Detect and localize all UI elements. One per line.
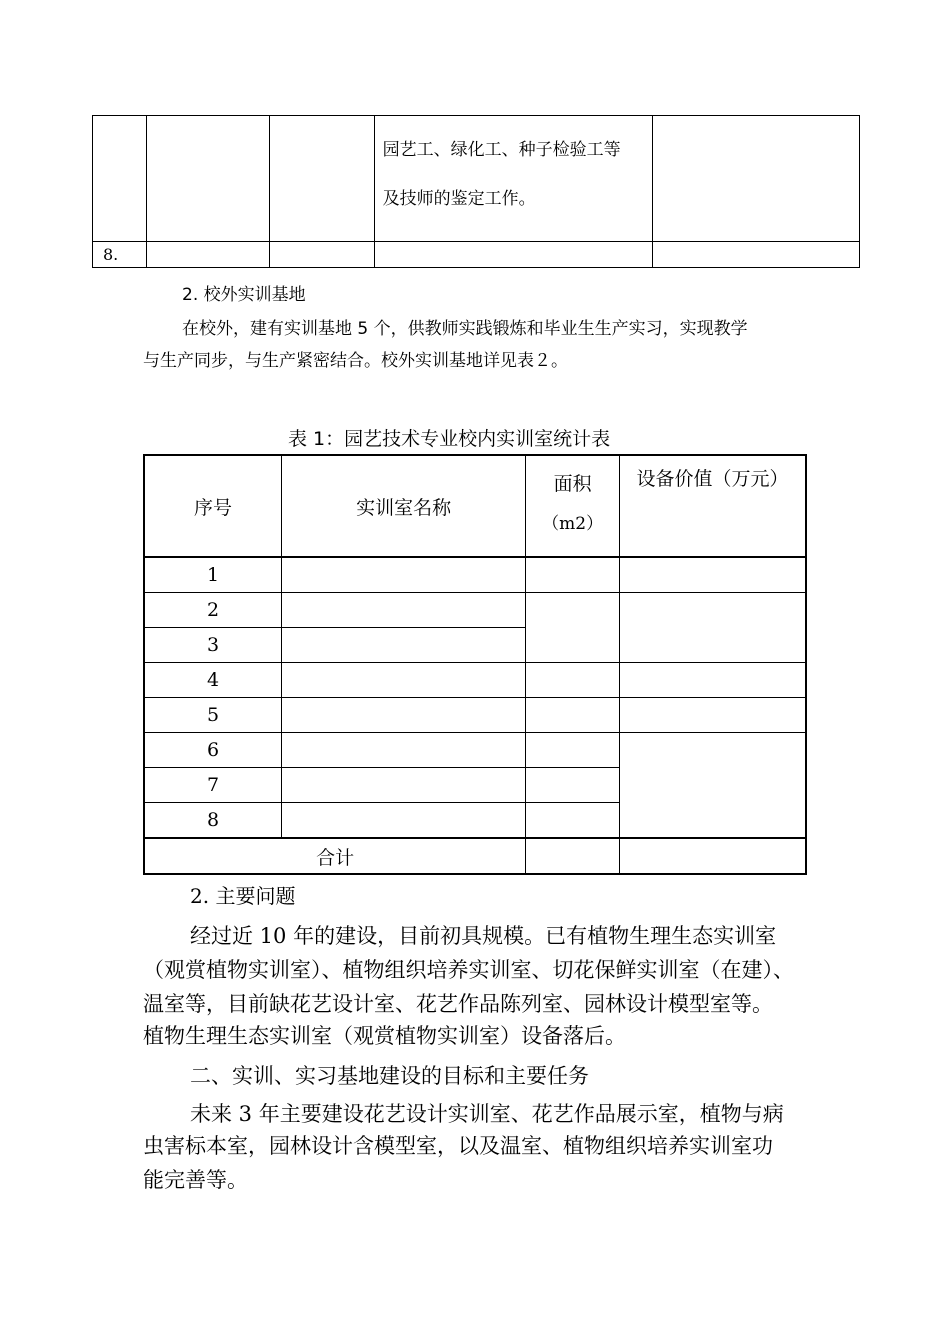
row-seq: 8 bbox=[144, 803, 282, 839]
section-heading-goals: 二、实训、实习基地建设的目标和主要任务 bbox=[190, 1064, 589, 1088]
total-label: 合计 bbox=[144, 838, 526, 874]
table-cell bbox=[282, 628, 526, 663]
problems-line-2: （观赏植物实训室）、植物组织培养实训室、切花保鲜实训室（在建）、 bbox=[143, 958, 794, 982]
table-cell bbox=[526, 698, 620, 733]
table-cell bbox=[282, 768, 526, 803]
table-cell bbox=[282, 803, 526, 839]
table-cell bbox=[282, 663, 526, 698]
table-cell bbox=[526, 557, 620, 593]
table-cell bbox=[146, 242, 269, 268]
table-cell bbox=[620, 733, 806, 839]
training-room-table bbox=[143, 454, 807, 875]
problems-line-1: 经过近 10 年的建设，目前初具规模。已有植物生理生态实训室 bbox=[190, 924, 777, 948]
table-cell bbox=[526, 768, 620, 803]
section-heading-offcampus: 2. 校外实训基地 bbox=[182, 285, 306, 305]
row-number: 8. bbox=[103, 245, 119, 264]
problems-line-3: 温室等，目前缺花艺设计室、花艺作品陈列室、园林设计模型室等。 bbox=[143, 992, 773, 1016]
offcampus-paragraph-line-2: 与生产同步，与生产紧密结合。校外实训基地详见表２。 bbox=[143, 351, 568, 371]
row-seq: 5 bbox=[144, 698, 282, 733]
table-cell bbox=[93, 116, 147, 242]
table-cell bbox=[282, 557, 526, 593]
table-cell bbox=[269, 116, 374, 242]
goals-line-1: 未来 3 年主要建设花艺设计实训室、花艺作品展示室，植物与病 bbox=[190, 1102, 784, 1126]
header-seq: 序号 bbox=[144, 455, 282, 557]
table-cell bbox=[526, 838, 620, 874]
table-cell bbox=[620, 593, 806, 663]
table-caption: 表 1：园艺技术专业校内实训室统计表 bbox=[288, 428, 611, 450]
row-seq: 6 bbox=[144, 733, 282, 768]
continuation-table bbox=[92, 115, 860, 268]
row-seq: 7 bbox=[144, 768, 282, 803]
table-cell bbox=[526, 803, 620, 839]
table-cell bbox=[282, 593, 526, 628]
table-cell bbox=[526, 663, 620, 698]
problems-line-4: 植物生理生态实训室（观赏植物实训室）设备落后。 bbox=[143, 1024, 626, 1048]
table-cell bbox=[620, 557, 806, 593]
header-room-name: 实训室名称 bbox=[282, 455, 526, 557]
row-number-cell bbox=[93, 242, 147, 268]
row-seq: 1 bbox=[144, 557, 282, 593]
header-area bbox=[526, 455, 620, 557]
header-area-unit: （m2） bbox=[542, 514, 604, 534]
table-cell bbox=[620, 838, 806, 874]
table-cell bbox=[269, 242, 374, 268]
header-area-label: 面积 bbox=[553, 473, 592, 495]
table-cell bbox=[526, 593, 620, 663]
goals-line-3: 能完善等。 bbox=[143, 1168, 248, 1192]
table-cell bbox=[653, 116, 860, 242]
table-cell bbox=[282, 733, 526, 768]
table-cell-duties bbox=[374, 116, 653, 242]
row-seq: 3 bbox=[144, 628, 282, 663]
table-cell bbox=[620, 663, 806, 698]
offcampus-paragraph-line-1: 在校外，建有实训基地 5 个，供教师实践锻炼和毕业生生产实习，实现教学 bbox=[182, 319, 748, 339]
table-cell bbox=[526, 733, 620, 768]
row-seq: 4 bbox=[144, 663, 282, 698]
table-cell bbox=[146, 116, 269, 242]
table-cell bbox=[282, 698, 526, 733]
section-heading-problems: 2. 主要问题 bbox=[190, 884, 296, 908]
header-equipment-value-label: 设备价值（万元） bbox=[636, 468, 789, 490]
table-cell bbox=[374, 242, 653, 268]
header-equipment-value bbox=[620, 455, 806, 557]
goals-line-2: 虫害标本室，园林设计含模型室，以及温室、植物组织培养实训室功 bbox=[143, 1134, 773, 1158]
duties-line-2: 及技师的鉴定工作。 bbox=[382, 189, 536, 209]
table-cell bbox=[620, 698, 806, 733]
duties-line-1: 园艺工、绿化工、种子检验工等 bbox=[382, 140, 621, 160]
row-seq: 2 bbox=[144, 593, 282, 628]
table-cell bbox=[653, 242, 860, 268]
